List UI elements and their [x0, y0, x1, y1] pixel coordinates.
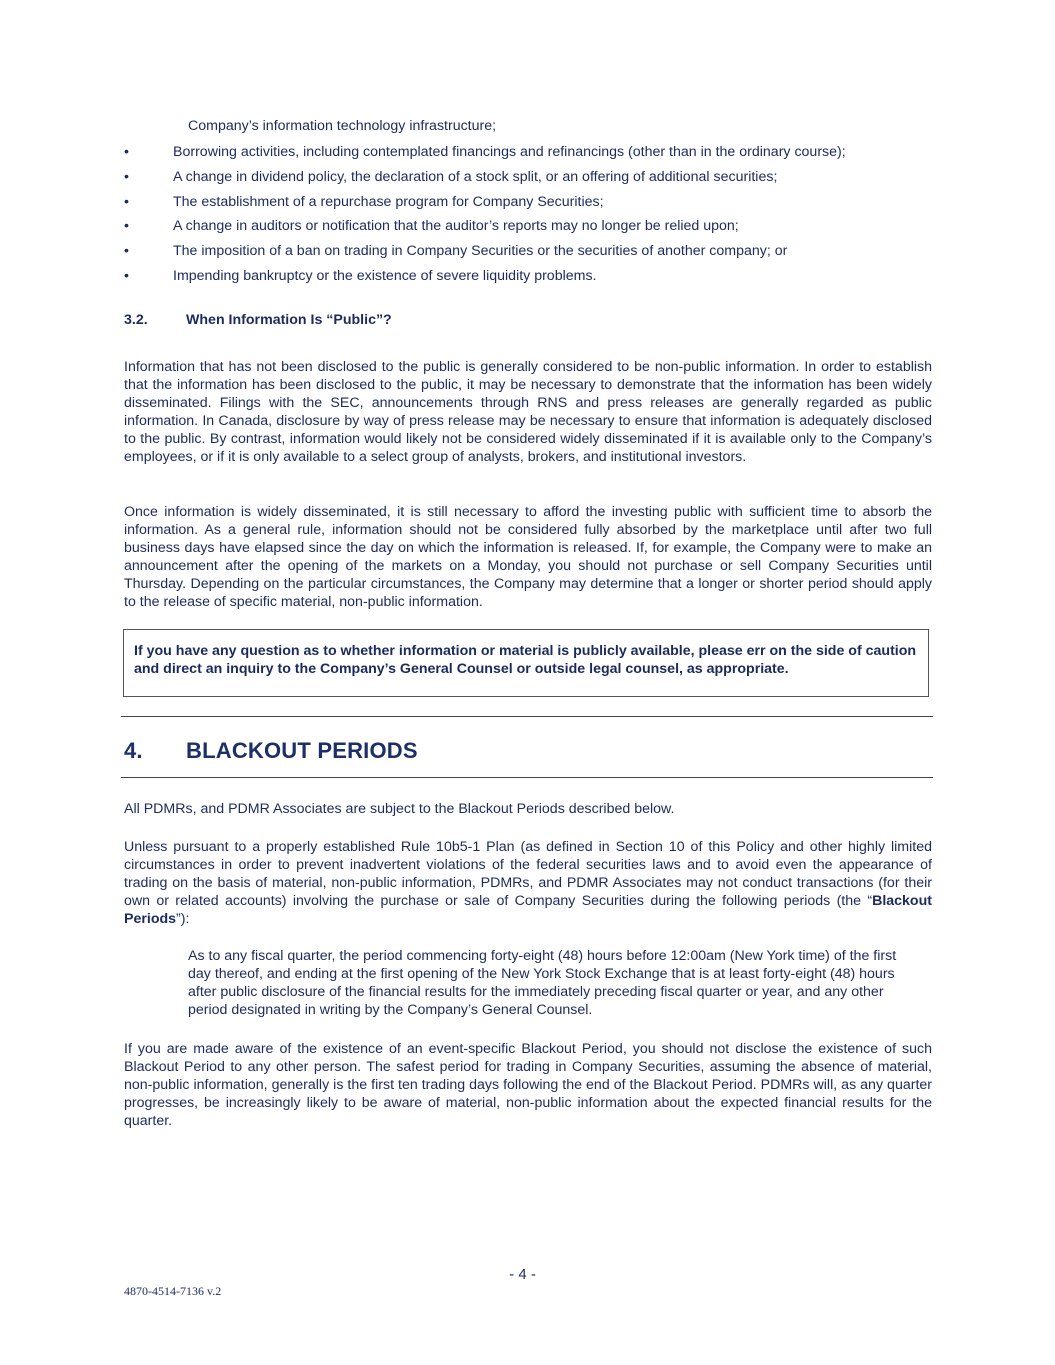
bullet-marker: • [124, 218, 129, 235]
divider-top [121, 716, 933, 717]
document-id: 4870-4514-7136 v.2 [124, 1284, 222, 1298]
section-3-2-heading [124, 312, 392, 328]
list-item [124, 168, 936, 193]
blackout-definition-paragraph: As to any fiscal quarter, the period commencing forty-eight (48) hours before 12:00am (New York time) of the first day thereof, and ending at the first opening of the New York Stock Exchange that is at least forty-eight (48) hours after public disclosure of the financial results for the immediately preceding fiscal quarter or year, and any other period designated in writing by the Company’s General Counsel. [188, 948, 897, 1018]
list-item [124, 242, 936, 267]
list-item [124, 193, 936, 218]
list-item-text: A change in auditors or notification that the auditor’s reports may no longer be relied upon; [173, 218, 739, 235]
bullet-marker: • [124, 168, 129, 185]
list-item-text: Impending bankruptcy or the existence of severe liquidity problems. [173, 267, 597, 284]
section-number: 3.2. [124, 312, 148, 328]
list-item-text: A change in dividend policy, the declaration of a stock split, or an offering of additional securities; [173, 168, 778, 185]
page-number: - 4 - [509, 1266, 536, 1283]
bullet-marker: • [124, 243, 129, 260]
section-title: When Information Is “Public”? [186, 312, 392, 328]
notice-box: If you have any question as to whether information or material is publicly available, please err on the side of caution and direct an inquiry to the Company’s General Counsel or outside legal counsel, as appropriate. [123, 629, 929, 697]
section-title: BLACKOUT PERIODS [186, 738, 418, 763]
continuation-line: Company’s information technology infrastructure; [188, 118, 497, 134]
list-item-text: The imposition of a ban on trading in Company Securities or the securities of another company; or [173, 243, 788, 260]
section-4-paragraph-1 [124, 838, 932, 928]
section-4-paragraph-2: If you are made aware of the existence of an event-specific Blackout Period, you should not disclose the existence of such Blackout Period to any other person. The safest period for trading in Company Securities, assuming the absence of material, non-public information, generally is the first ten trading days following the end of the Blackout Period. PDMRs will, as any quarter progresses, be increasingly likely to be aware of material, non-public information about the expected financial results for the quarter. [124, 1041, 932, 1129]
list-item-text: Borrowing activities, including contemplated financings and refinancings (other than in the ordinary course); [173, 144, 846, 160]
defined-term: Blackout Periods [124, 893, 932, 927]
bullet-marker: • [124, 267, 129, 284]
paragraph-text: Unless pursuant to a properly established Rule 10b5-1 Plan (as defined in Section 10 of this Policy and other highly limited circumstances in order to prevent inadvertent violations of the federal securities laws and to avoid even the appearance of trading on the basis of material, non-public information, PDMRs, and PDMR Associates may not conduct transactions (for their own or related accounts) involving the purchase or sale of Company Securities during the following periods (the “ [124, 839, 932, 909]
list-item [124, 217, 936, 242]
section-3-2-paragraph-1: Information that has not been disclosed to the public is generally considered to be non-public information. In order to establish that the information has been disclosed to the public, it may be necessary to demonstrate that the information has been widely disseminated. Filings with the SEC, announcements through RNS and press releases are generally regarded as public information. In Canada, disclosure by way of press release may be necessary to ensure that information is adequately disclosed to the public. By contrast, information would likely not be considered widely disseminated if it is available only to the Company’s employees, or if it is only available to a select group of analysts, brokers, and institutional investors. [124, 359, 932, 465]
bullet-marker: • [124, 193, 129, 210]
section-3-2-paragraph-2: Once information is widely disseminated, it is still necessary to afford the investing public with sufficient time to absorb the information. As a general rule, information should not be considered fully absorbed by the marketplace until after two full business days have elapsed since the day on which the information is released. If, for example, the Company were to make an announcement after the opening of the markets on a Monday, you should not purchase or sell Company Securities until Thursday. Depending on the particular circumstances, the Company may determine that a longer or shorter period should apply to the release of specific material, non-public information. [124, 504, 932, 610]
section-4-heading [124, 738, 418, 764]
list-item-text: The establishment of a repurchase program for Company Securities; [173, 193, 604, 210]
section-4-intro: All PDMRs, and PDMR Associates are subject to the Blackout Periods described below. [124, 801, 675, 817]
section-number: 4. [124, 738, 143, 763]
list-item [124, 143, 936, 168]
divider-bottom [121, 777, 933, 778]
list-item [124, 267, 936, 292]
bullet-list [124, 143, 936, 292]
bullet-marker: • [124, 144, 129, 160]
paragraph-text: ”): [176, 911, 190, 927]
